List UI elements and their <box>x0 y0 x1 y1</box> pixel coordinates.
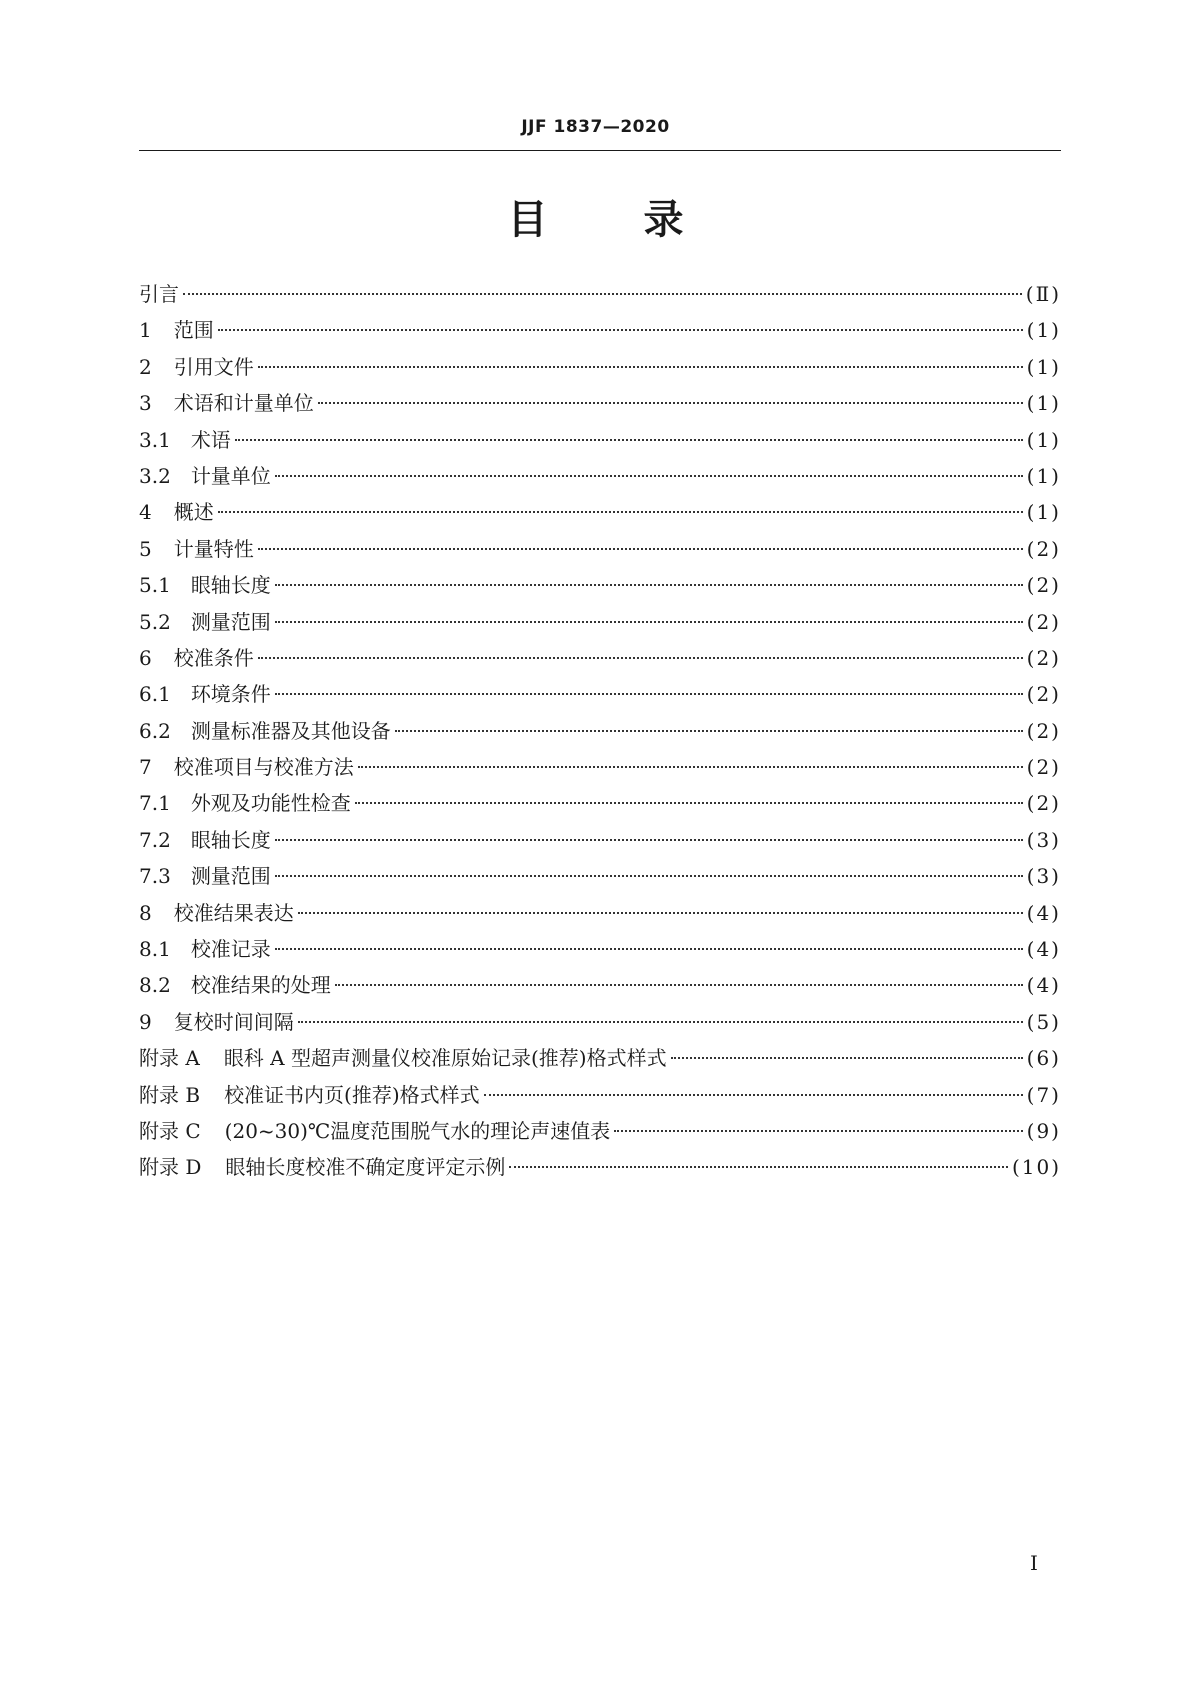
toc-entry-number: 6.2 <box>139 718 171 743</box>
toc-leader-dots <box>509 1166 1008 1168</box>
toc-entry-label: 校准记录 <box>190 937 271 962</box>
toc-entry[interactable] <box>139 785 1061 821</box>
toc-entry-label: 测量范围 <box>190 609 271 634</box>
toc-entry-number: 8.2 <box>139 973 171 998</box>
toc-entry-label: 术语 <box>190 427 231 452</box>
toc-leader-dots <box>218 329 1023 331</box>
toc-entry[interactable] <box>139 276 1061 312</box>
toc-entry[interactable] <box>139 1113 1061 1149</box>
toc-entry-page: (3) <box>1026 827 1061 852</box>
toc-entry-number: 附录 C <box>139 1118 201 1143</box>
toc-entry-page: (10) <box>1011 1155 1061 1180</box>
toc-leader-dots <box>395 730 1023 732</box>
toc-entry[interactable] <box>139 967 1061 1003</box>
page-number: I <box>1030 1551 1038 1575</box>
toc-leader-dots <box>258 366 1023 368</box>
document-code-header: JJF 1837—2020 <box>521 117 670 137</box>
page-title <box>0 196 1191 244</box>
toc-entry-label: 概述 <box>173 500 214 525</box>
toc-entry-label: 范围 <box>173 318 214 343</box>
toc-leader-dots <box>484 1094 1023 1096</box>
toc-entry[interactable] <box>139 422 1061 458</box>
toc-entry-label: 眼科 A 型超声测量仪校准原始记录(推荐)格式样式 <box>223 1046 667 1071</box>
toc-leader-dots <box>358 766 1023 768</box>
toc-entry-number: 3 <box>139 391 152 416</box>
toc-entry-label: 测量标准器及其他设备 <box>190 718 391 743</box>
toc-entry[interactable] <box>139 931 1061 967</box>
toc-leader-dots <box>258 548 1023 550</box>
toc-leader-dots <box>671 1057 1023 1059</box>
toc-entry[interactable] <box>139 1004 1061 1040</box>
toc-entry-label: 术语和计量单位 <box>173 391 314 416</box>
toc-entry[interactable] <box>139 1149 1061 1185</box>
toc-leader-dots <box>275 839 1023 841</box>
toc-leader-dots <box>258 657 1023 659</box>
toc-entry-label: 计量单位 <box>190 463 271 488</box>
toc-entry-page: (1) <box>1026 500 1061 525</box>
toc-entry-page: (2) <box>1026 682 1061 707</box>
toc-entry-label: (20~30)℃温度范围脱气水的理论声速值表 <box>224 1118 611 1143</box>
toc-entry-page: (1) <box>1026 427 1061 452</box>
toc-entry-page: (5) <box>1026 1009 1061 1034</box>
toc-entry-page: (4) <box>1026 937 1061 962</box>
toc-entry[interactable] <box>139 749 1061 785</box>
toc-entry[interactable] <box>139 494 1061 530</box>
toc-entry[interactable] <box>139 604 1061 640</box>
toc-leader-dots <box>614 1130 1022 1132</box>
toc-leader-dots <box>275 621 1023 623</box>
toc-entry[interactable] <box>139 567 1061 603</box>
toc-entry-number: 附录 B <box>139 1082 201 1107</box>
title-char-1: 目 <box>507 197 548 243</box>
toc-leader-dots <box>275 584 1023 586</box>
toc-entry-page: (2) <box>1026 755 1061 780</box>
toc-entry-page: (2) <box>1026 718 1061 743</box>
toc-entry-page: (1) <box>1026 391 1061 416</box>
toc-entry[interactable] <box>139 1040 1061 1076</box>
toc-entry-page: (6) <box>1026 1046 1061 1071</box>
toc-entry[interactable] <box>139 676 1061 712</box>
toc-entry-label: 校准条件 <box>173 645 254 670</box>
toc-leader-dots <box>183 293 1022 295</box>
toc-leader-dots <box>275 693 1023 695</box>
toc-entry-number: 5 <box>139 536 152 561</box>
toc-entry-label: 外观及功能性检查 <box>190 791 351 816</box>
title-char-2: 录 <box>643 197 684 243</box>
toc-leader-dots <box>318 402 1023 404</box>
header-rule <box>139 150 1061 151</box>
toc-entry-label: 校准项目与校准方法 <box>173 755 354 780</box>
toc-entry-label: 校准结果表达 <box>173 900 294 925</box>
toc-entry[interactable] <box>139 640 1061 676</box>
toc-entry-page: (4) <box>1026 973 1061 998</box>
toc-entry-number: 附录 A <box>139 1046 200 1071</box>
toc-entry-number: 8.1 <box>139 937 171 962</box>
toc-entry-label: 环境条件 <box>190 682 271 707</box>
toc-entry-label: 校准证书内页(推荐)格式样式 <box>224 1082 480 1107</box>
toc-leader-dots <box>275 875 1023 877</box>
toc-entry-label: 眼轴长度 <box>190 827 271 852</box>
toc-entry-number: 5.1 <box>139 573 171 598</box>
toc-leader-dots <box>218 511 1023 513</box>
toc-entry-page: (2) <box>1026 645 1061 670</box>
toc-entry-page: (4) <box>1026 900 1061 925</box>
toc-entry-page: (1) <box>1026 354 1061 379</box>
toc-entry-label: 眼轴长度校准不确定度评定示例 <box>225 1155 506 1180</box>
toc-entry[interactable] <box>139 458 1061 494</box>
toc-entry[interactable] <box>139 349 1061 385</box>
toc-entry[interactable] <box>139 385 1061 421</box>
toc-entry-label: 测量范围 <box>190 864 271 889</box>
toc-leader-dots <box>335 984 1023 986</box>
toc-entry-number: 6 <box>139 645 152 670</box>
toc-entry[interactable] <box>139 713 1061 749</box>
toc-entry-page: (9) <box>1026 1118 1061 1143</box>
toc-entry-number: 7.2 <box>139 827 171 852</box>
toc-entry-page: (2) <box>1026 536 1061 561</box>
toc-entry-number: 2 <box>139 354 152 379</box>
toc-entry-page: (1) <box>1026 318 1061 343</box>
toc-entry-page: (2) <box>1026 609 1061 634</box>
toc-entry[interactable] <box>139 531 1061 567</box>
toc-entry-number: 6.1 <box>139 682 171 707</box>
toc-entry-number: 7.3 <box>139 864 171 889</box>
toc-entry-page: (2) <box>1026 573 1061 598</box>
toc-entry-number: 7.1 <box>139 791 171 816</box>
toc-entry-number: 3.2 <box>139 463 171 488</box>
toc-leader-dots <box>298 1021 1023 1023</box>
toc-entry-page: (2) <box>1026 791 1061 816</box>
toc-entry-label: 引言 <box>139 282 179 306</box>
toc-entry-label: 复校时间间隔 <box>173 1009 294 1034</box>
toc-entry-page: (7) <box>1026 1082 1061 1107</box>
toc-entry-number: 8 <box>139 900 152 925</box>
toc-leader-dots <box>275 948 1023 950</box>
toc-entry-label: 计量特性 <box>173 536 254 561</box>
toc-entry-label: 校准结果的处理 <box>190 973 331 998</box>
toc-entry-label: 引用文件 <box>173 354 254 379</box>
toc-entry-number: 4 <box>139 500 152 525</box>
toc-entry-page: (1) <box>1026 463 1061 488</box>
toc-entry[interactable] <box>139 1077 1061 1113</box>
toc-entry-label: 眼轴长度 <box>190 573 271 598</box>
toc-leader-dots <box>298 912 1023 914</box>
toc-entry-page: (3) <box>1026 864 1061 889</box>
toc-leader-dots <box>355 802 1023 804</box>
toc-entry-number: 5.2 <box>139 609 171 634</box>
toc-entry[interactable] <box>139 822 1061 858</box>
toc-leader-dots <box>275 475 1023 477</box>
toc-entry[interactable] <box>139 312 1061 348</box>
toc-leader-dots <box>235 439 1023 441</box>
toc-entry-number: 附录 D <box>139 1155 202 1180</box>
toc-entry[interactable] <box>139 858 1061 894</box>
table-of-contents <box>139 276 1061 1186</box>
toc-entry-number: 9 <box>139 1009 152 1034</box>
toc-entry[interactable] <box>139 895 1061 931</box>
toc-entry-page: (Ⅱ) <box>1025 282 1061 306</box>
toc-entry-number: 7 <box>139 755 152 780</box>
toc-entry-number: 3.1 <box>139 427 171 452</box>
toc-entry-number: 1 <box>139 318 152 343</box>
